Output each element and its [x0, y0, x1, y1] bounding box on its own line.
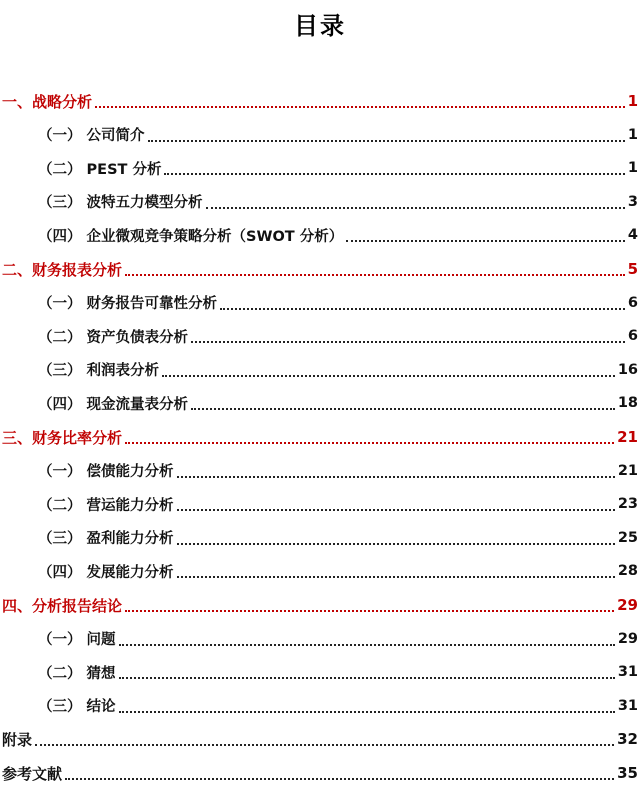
toc-entry-label: （一） 偿债能力分析 — [38, 464, 174, 481]
toc-entry-label: 附录 — [2, 730, 33, 749]
toc-entry-label: 四、分析报告结论 — [2, 596, 123, 615]
toc-page-number: 32 — [617, 730, 638, 749]
toc-chapter-entry[interactable] — [0, 84, 640, 118]
toc-section-entry[interactable] — [0, 319, 640, 353]
toc-page-number: 18 — [617, 395, 638, 412]
toc-dot-leader — [177, 509, 615, 511]
toc-page-number: 29 — [617, 630, 638, 647]
toc-page-number: 1 — [627, 160, 638, 177]
toc-dot-leader — [346, 240, 625, 242]
toc-dot-leader — [119, 711, 615, 713]
toc-page-number: 6 — [627, 328, 638, 345]
toc-section-entry[interactable] — [0, 554, 640, 588]
toc-entry-label: （三） 利润表分析 — [38, 363, 160, 380]
toc-dot-leader — [125, 274, 625, 276]
toc-page-number: 5 — [627, 260, 638, 278]
toc-entry-label: （四） 企业微观竞争策略分析（SWOT 分析） — [38, 228, 344, 245]
toc-page-number: 35 — [617, 764, 638, 782]
toc-section-entry[interactable] — [0, 521, 640, 555]
toc-entry-label: 参考文献 — [2, 764, 63, 783]
toc-chapter-entry[interactable] — [0, 588, 640, 622]
toc-entry-label: （三） 盈利能力分析 — [38, 531, 174, 548]
toc-dot-leader — [206, 207, 625, 209]
toc-dot-leader — [148, 140, 625, 142]
toc-section-entry[interactable] — [0, 622, 640, 656]
toc-section-entry[interactable] — [0, 454, 640, 488]
toc-dot-leader — [35, 744, 614, 746]
toc-dot-leader — [125, 442, 614, 444]
toc-entry-label: （三） 结论 — [38, 699, 116, 716]
toc-dot-leader — [220, 308, 625, 310]
toc-chapter-entry[interactable] — [0, 252, 640, 286]
toc-section-entry[interactable] — [0, 655, 640, 689]
toc-dot-leader — [191, 408, 615, 410]
toc-section-entry[interactable] — [0, 353, 640, 387]
toc-dot-leader — [119, 677, 615, 679]
toc-page-number: 31 — [617, 697, 638, 714]
toc-entry-label: （四） 现金流量表分析 — [38, 396, 189, 413]
toc-dot-leader — [65, 778, 614, 780]
toc-chapter-entry[interactable] — [0, 420, 640, 454]
toc-page-number: 16 — [617, 361, 638, 378]
toc-page-number: 6 — [627, 294, 638, 311]
toc-page-number: 23 — [617, 496, 638, 513]
toc-dot-leader — [177, 576, 615, 578]
toc-page-number: 28 — [617, 563, 638, 580]
toc-section-entry[interactable] — [0, 286, 640, 320]
toc-appendix-entry[interactable] — [0, 722, 640, 756]
toc-dot-leader — [191, 341, 625, 343]
toc-dot-leader — [177, 543, 615, 545]
toc-section-entry[interactable] — [0, 218, 640, 252]
toc-section-entry[interactable] — [0, 151, 640, 185]
toc-entry-label: （一） 财务报告可靠性分析 — [38, 296, 218, 313]
toc-dot-leader — [162, 375, 615, 377]
toc-entry-label: （二） 营运能力分析 — [38, 497, 174, 514]
toc-entry-label: （一） 问题 — [38, 632, 116, 649]
toc-page-number: 25 — [617, 529, 638, 546]
toc-entry-label: （三） 波特五力模型分析 — [38, 195, 203, 212]
toc-dot-leader — [164, 173, 624, 175]
toc-section-entry[interactable] — [0, 386, 640, 420]
toc-page-number: 31 — [617, 664, 638, 681]
toc-dot-leader — [177, 476, 615, 478]
toc-dot-leader — [125, 610, 614, 612]
toc-page-number: 1 — [627, 92, 638, 110]
toc-section-entry[interactable] — [0, 487, 640, 521]
toc-entry-label: 二、财务报表分析 — [2, 260, 123, 279]
toc-page-number: 21 — [617, 428, 638, 446]
toc-page-number: 29 — [617, 596, 638, 614]
toc-section-entry[interactable] — [0, 118, 640, 152]
toc-page-number: 3 — [627, 193, 638, 210]
toc-entry-label: 一、战略分析 — [2, 92, 93, 111]
toc-entry-label: （二） 猜想 — [38, 665, 116, 682]
toc-appendix-entry[interactable] — [0, 756, 640, 790]
toc-entry-label: （二） 资产负债表分析 — [38, 329, 189, 346]
toc-dot-leader — [119, 644, 615, 646]
toc-entry-label: 三、财务比率分析 — [2, 428, 123, 447]
toc-section-entry[interactable] — [0, 185, 640, 219]
page-title: 目录 — [294, 12, 346, 40]
toc-entry-label: （四） 发展能力分析 — [38, 564, 174, 581]
toc-section-entry[interactable] — [0, 689, 640, 723]
toc-dot-leader — [95, 106, 625, 108]
toc-page-number: 21 — [617, 462, 638, 479]
toc-page-number: 1 — [627, 126, 638, 143]
toc-entry-label: （二） PEST 分析 — [38, 161, 162, 178]
toc-entry-label: （一） 公司简介 — [38, 128, 145, 145]
toc-page-number: 4 — [627, 227, 638, 244]
